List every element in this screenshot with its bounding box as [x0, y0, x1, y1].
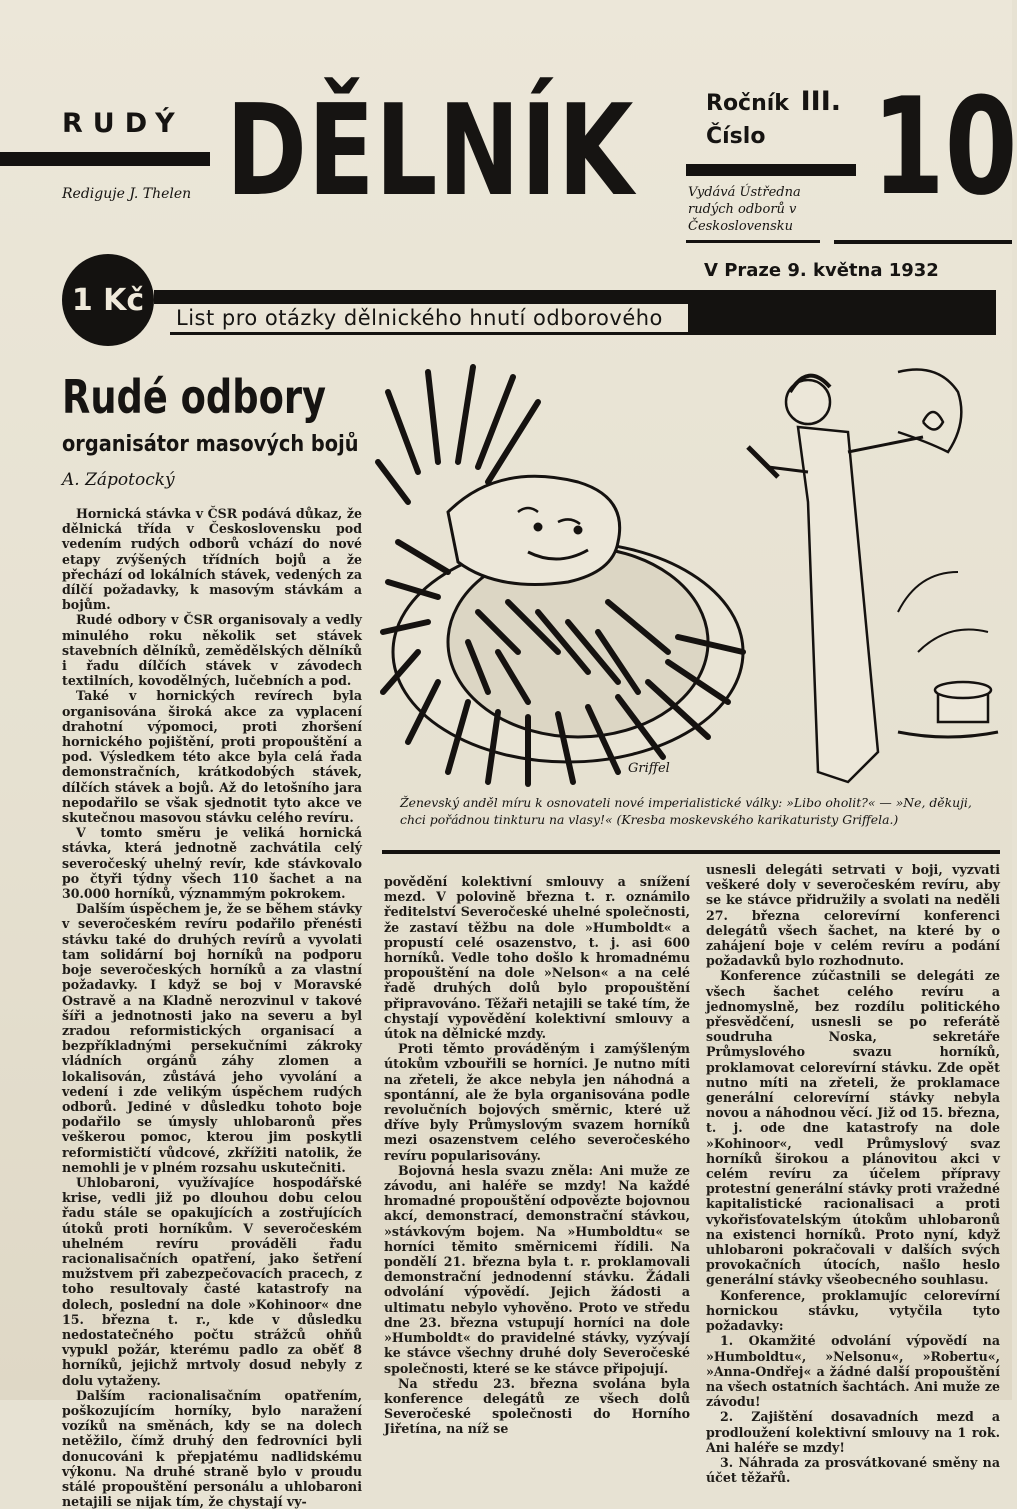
column-2-paragraph: Proti těmto prováděným i zamýšleným útokům vzbouřili se horníci. Je nutno míti na zřeteli, že akce nebyla jen náhodná a spontánní, ale že byla organisována podle revolučních bojových směrnic, které už dříve byly Průmyslovým svazem horníků mezi osazenstvem celého severočeského revíru popularisovány. — [384, 1041, 690, 1163]
column-3-paragraph: Konference zúčastnili se delegáti ze všech šachet celého revíru a jednomyslně, bez rozdílu politického přesvědčení, usnesli se po referátě soudruha Noska, sekretáře Průmyslového svazu horníků, proklamovat celorevírní stávku. Zde opět nutno míti na zřeteli, že proklamace generální celorevírní stávky nebyla novou a náhodnou věcí. Již od 15. března, t. j. ode dne katastrofy na dole »Kohinoor«, vedl Průmyslový svaz horníků širokou a plánovitou akci v celém revíru za účelem přípravy protestní generální stávky proti vražedné kapitalistické racionalisaci a proti vykořisťovatelským útokům uhlobaronů na existenci horníků. Proto nyní, když uhlobaroni pokračovali v dalších svých provokačních útocích, našlo heslo generální stávky všeobecného souhlasu. — [706, 968, 1000, 1288]
issue-date: V Praze 9. května 1932 — [704, 260, 939, 281]
article-column-2 — [384, 874, 690, 1437]
column-1-paragraph: V tomto směru je veliká hornická stávka, která jednotně zachvátila celý severočeský uhelný revír, kde stávkovalo po čtyři týdny všech 110 šachet a na 30.000 horníků, význammým pokrokem. — [62, 825, 362, 902]
subtitle-rule-right — [688, 304, 996, 334]
volume-line — [706, 86, 841, 117]
column-3-paragraph: Konference, proklamujíc celorevírní hornickou stávku, vytyčila tyto požadavky: — [706, 1287, 1000, 1334]
issue-rule — [686, 164, 856, 176]
column-1-paragraph: Uhlobaroni, využívajíce hospodářské krise, vedli již po dlouhou dobu celou řadu stále se opakujících a zostřujících útoků proti horníkům. V severočeském uhelném revíru prováděli řadu racionalisačních opatření, jako šetření mužstvem při zabezpečovacích pracech, z toho resultovaly časté katastrofy na dolech, poslední na dole »Kohinoor« dne 15. března t. r., kde v důsledku nedostatečného počtu strážců ohňů vypukl požár, kterému padlo za oběť 8 horníků, jejichž mrtvoly dosud nebyly z dolu vytaženy. — [62, 1174, 362, 1388]
issue-number: 10 — [872, 69, 1017, 225]
date-rule-right — [834, 240, 1012, 244]
column-3-paragraph: 2. Zajištění dosavadních mezd a prodloužení kolektivní smlouvy na 1 rok. Ani haléře se mzdy! — [706, 1409, 1000, 1455]
column-2-paragraph: povědění kolektivní smlouvy a snížení mezd. V polovině března t. r. oznámilo ředitelství Severočeské uhelné společnosti, že zastaví těžbu na dole »Humboldt« a propustí celé osazenstvo, t. j. asi 600 horníků. Vedle toho došlo k hromadnému propouštění na dole »Nelson« a na celé řadě druhých dolů bylo propouštění připravováno. Těžaři netajili se také tím, že chystají vypovědění kolektivní smlouvy a útok na dělnické mzdy. — [384, 874, 690, 1042]
section-divider — [382, 850, 1000, 854]
column-1-paragraph: Také v hornických revírech byla organisována široká akce za vyplacení drahotní výpomoci, proti zhoršení hornického pojištění, proti propouštění a pod. Výsledkem této akce byla celá řada demonstračních, krátkodobých stávek, dílčích stávek a bojů. Až do letošního jara nepodařilo se však sjednotit tyto akce ve skutečnou masovou stávku celého revíru. — [62, 688, 362, 826]
column-3-paragraph: 1. Okamžité odvolání výpovědí na »Humboldtu«, »Nelsonu«, »Robertu«, »Anna-Ondřej« a žádné další propouštění na všech ostatních šachtách. Ani muže ze závodu! — [706, 1333, 1000, 1410]
issue-label: Číslo — [706, 124, 766, 149]
article-author: A. Zápotocký — [62, 470, 175, 490]
article-headline: Rudé odbory — [62, 370, 327, 424]
masthead-rule-left — [0, 152, 210, 166]
angel-figure-drawing — [748, 370, 998, 783]
pincushion-head-drawing — [378, 367, 743, 784]
article-column-1 — [62, 506, 362, 1509]
column-1-paragraph: Dalším úspěchem je, že se během stávky v severočeském revíru podařilo přenésti stávku také do druhých revírů a vyvolati tam solidární boj horníků na podporu boje severočeských horníků a za vlastní požadavky. I když se boj v Moravské Ostravě a na Kladně nerozvinul v takové šíři a jednotnosti jako na severu a byl zradou reformistických organisací a bezpříkladnými persekučními zákroky vládních orgánů záhy zlomen a lokalisován, zůstává jeho vyvolání a vedení i zde velikým úspěchem rudých odborů. Jediné v důsledku tohoto boje podařilo se úmysly uhlobaronů přes veškerou pomoc, kterou jim poskytli reformističtí vůdcové, zkřížiti natolik, že nemohli je v plném rozsahu uskutečniti. — [62, 901, 362, 1175]
column-1-paragraph: Dalším racionalisačním opatřením, poškozujícím horníky, bylo naražení vozíků na směnách, kdy se na dolech netěžilo, čímž druhý den fedrovníci byli donucováni k přepjatému nadlidskému výkonu. Na druhé straně bylo v proudu stálé propouštění personálu a uhlobaroni netajili se nijak tím, že chystají vy- — [62, 1387, 362, 1509]
article-column-3 — [706, 862, 1000, 1486]
column-3-paragraph: 3. Náhrada za prosvátkované směny na účet těžařů. — [706, 1454, 1000, 1486]
column-1-paragraph: Hornická stávka v ČSR podává důkaz, že dělnická třída v Československu pod vedením rudých odborů vchází do nové etapy zvýšených třídních bojů a že přechází od lokálních stávek, vedených za dílčí požadavky, k masovým stávkám a bojům. — [62, 506, 362, 613]
column-2-paragraph: Na středu 23. března svolána byla konference delegátů ze všech dolů Severočeské společnosti do Horního Jiřetína, na níž se — [384, 1375, 690, 1437]
cartoon-illustration — [378, 352, 1002, 792]
cartoon-caption: Ženevský anděl míru k osnovateli nové imperialistické války: »Libo oholit?« — »Ne, děkuji, chci pořádnou tinkturu na vlasy!« (Kresba moskevského karikaturisty Griffela.) — [400, 795, 972, 827]
volume-label: Ročník — [706, 91, 789, 116]
column-3-paragraph: usnesli delegáti setrvati v boji, vyzvati veškeré doly v severočeském revíru, aby se ke stávce přidružily a svolati na neděli 27. března celorevírní konferenci delegátů všech šachet, na které by o zahájení boje v celém revíru a podání požadavků bylo rozhodnuto. — [706, 862, 1000, 969]
column-2-paragraph: Bojovná hesla svazu zněla: Ani muže ze závodu, ani haléře se mzdy! Na každé hromadné propouštění odpovězte bojovnou akcí, demonstrací, demonstrační stávkou, »stávkovým bojem. Na »Humboldtu« se horníci těmito směrnicemi řídili. Na pondělí 21. března byla t. r. proklamovali demonstrační jednodenní stávku. Žádali odvolání výpovědí. Jejich žádosti a ultimatu nebylo vyhověno. Proto ve středu dne 23. března vstupují horníci na dole »Humboldt« do pravidelné stávky, vyzývají ke stávce všechny druhé doly Severočeské společnosti, které se ke stávce připojují. — [384, 1162, 690, 1376]
column-1-paragraph: Rudé odbory v ČSR organisovaly a vedly minulého roku několik set stávek stavebních dělníků, zemědělských dělníků i řadu dílčích stávek v závodech textilních, kovodělných, lučebních a pod. — [62, 612, 362, 689]
publisher-note: Vydává Ústředna rudých odborů v Československu — [688, 185, 801, 234]
volume-value: III. — [800, 86, 842, 117]
paper-subtitle: List pro otázky dělnického hnutí odborového — [176, 306, 663, 330]
masthead-title: DĚLNÍK — [226, 77, 635, 224]
masthead-rudy: RUDÝ — [62, 108, 185, 139]
article-subheadline: organisátor masových bojů — [62, 432, 359, 457]
cartoon-signature: Griffel — [628, 761, 670, 776]
subtitle-rule — [154, 290, 996, 304]
publisher-rule — [686, 240, 820, 243]
price-badge: 1 Kč — [62, 254, 154, 346]
editor-credit: Rediguje J. Thelen — [62, 186, 192, 202]
header-bottom-rule — [170, 332, 996, 335]
